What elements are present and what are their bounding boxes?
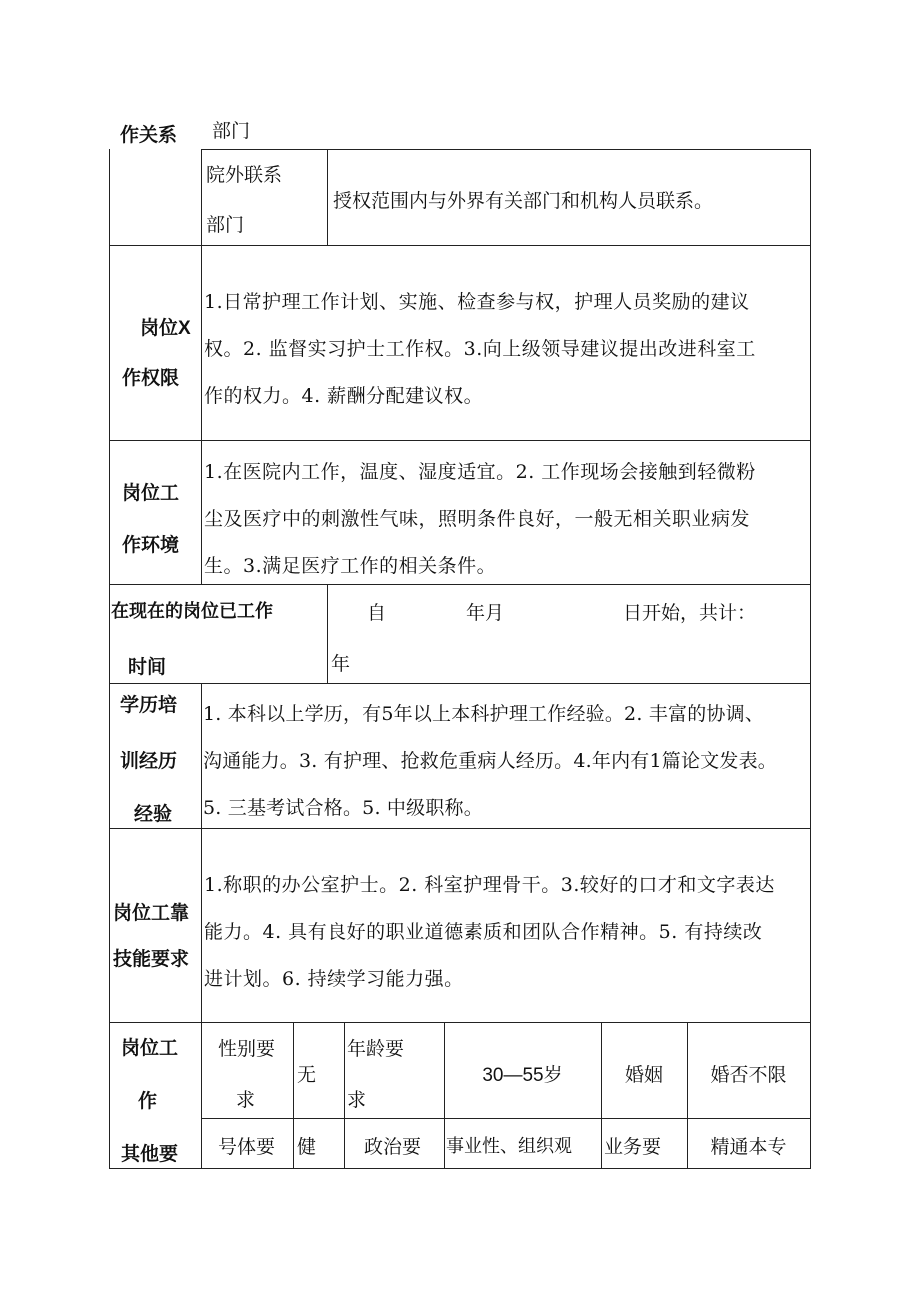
environment-line-3: 生。3.满足医疗工作的相关条件。 xyxy=(204,555,497,577)
tenure-label-1: 在现在的岗位已工作 xyxy=(111,601,273,621)
environment-label-1: 岗位工 xyxy=(122,483,180,504)
business-value: 精通本专 xyxy=(710,1136,787,1158)
age-label-2: 求 xyxy=(347,1089,367,1111)
gender-label-1: 性别要 xyxy=(218,1038,276,1060)
marriage-label: 婚姻 xyxy=(624,1064,663,1086)
other-label-1: 岗位工 xyxy=(121,1038,179,1059)
age-value: 30—55岁 xyxy=(482,1065,563,1086)
authority-line-1: 1.日常护理工作计划、实施、检查参与权，护理人员奖励的建议 xyxy=(204,291,750,313)
other-label-3: 其他要 xyxy=(121,1144,179,1165)
skills-label-1: 岗位工靠 xyxy=(113,903,190,924)
environment-content xyxy=(204,449,756,590)
external-contact-content: 授权范围内与外界有关部门和机构人员联系。 xyxy=(333,190,714,212)
authority-line-3: 作的权力。4. 薪酬分配建议权。 xyxy=(204,385,484,407)
tenure-year: 年 xyxy=(331,653,351,675)
politics-value: 事业性、组织观 xyxy=(446,1136,572,1157)
gender-value: 无 xyxy=(297,1064,317,1086)
authority-label-1: 岗位X xyxy=(140,318,191,339)
environment-line-1: 1.在医院内工作，温度、湿度适宜。2. 工作现场会接触到轻微粉 xyxy=(204,461,756,483)
skills-content xyxy=(204,862,775,1003)
business-label: 业务要 xyxy=(604,1136,662,1158)
politics-label: 政治要 xyxy=(364,1136,422,1158)
skills-line-2: 能力。4. 具有良好的职业道德素质和团队合作精神。5. 有持续改 xyxy=(204,921,763,943)
body-value: 健 xyxy=(297,1136,317,1158)
gender-label-2: 求 xyxy=(236,1089,256,1111)
work-relation-label: 作关系 xyxy=(120,125,178,146)
tenure-from: 自 xyxy=(367,602,387,624)
skills-label-2: 技能要求 xyxy=(113,949,190,970)
education-label-2: 训经历 xyxy=(120,751,178,772)
authority-label-2: 作权限 xyxy=(122,368,180,389)
skills-line-1: 1.称职的办公室护士。2. 科室护理骨干。3.较好的口才和文字表达 xyxy=(204,874,775,896)
body-label: 号体要 xyxy=(218,1136,276,1158)
tenure-year-month: 年月 xyxy=(466,602,505,624)
education-label-3: 经验 xyxy=(134,804,173,825)
department-text: 部门 xyxy=(212,120,251,142)
tenure-label-2: 时间 xyxy=(128,657,167,678)
education-content xyxy=(203,691,777,832)
marriage-value: 婚否不限 xyxy=(710,1064,787,1086)
tenure-day-total: 日开始，共计： xyxy=(623,602,757,624)
education-line-2: 沟通能力。3. 有护理、抢救危重病人经历。4.年内有1篇论文发表。 xyxy=(203,750,777,772)
education-line-3: 5. 三基考试合格。5. 中级职称。 xyxy=(203,797,483,819)
other-label-2: 作 xyxy=(138,1091,158,1112)
external-contact-label-2: 部门 xyxy=(206,214,245,236)
authority-line-2: 权。2. 监督实习护士工作权。3.向上级领导建议提出改进科室工 xyxy=(204,338,756,360)
environment-line-2: 尘及医疗中的刺激性气味，照明条件良好，一般无相关职业病发 xyxy=(204,508,751,530)
age-label-1: 年龄要 xyxy=(347,1038,405,1060)
authority-content xyxy=(204,279,756,420)
education-label-1: 学历培 xyxy=(120,695,178,716)
environment-label-2: 作环境 xyxy=(122,535,180,556)
education-line-1: 1. 本科以上学历，有5年以上本科护理工作经验。2. 丰富的协调、 xyxy=(203,703,765,725)
skills-line-3: 进计划。6. 持续学习能力强。 xyxy=(204,968,464,990)
external-contact-label-1: 院外联系 xyxy=(206,164,283,186)
